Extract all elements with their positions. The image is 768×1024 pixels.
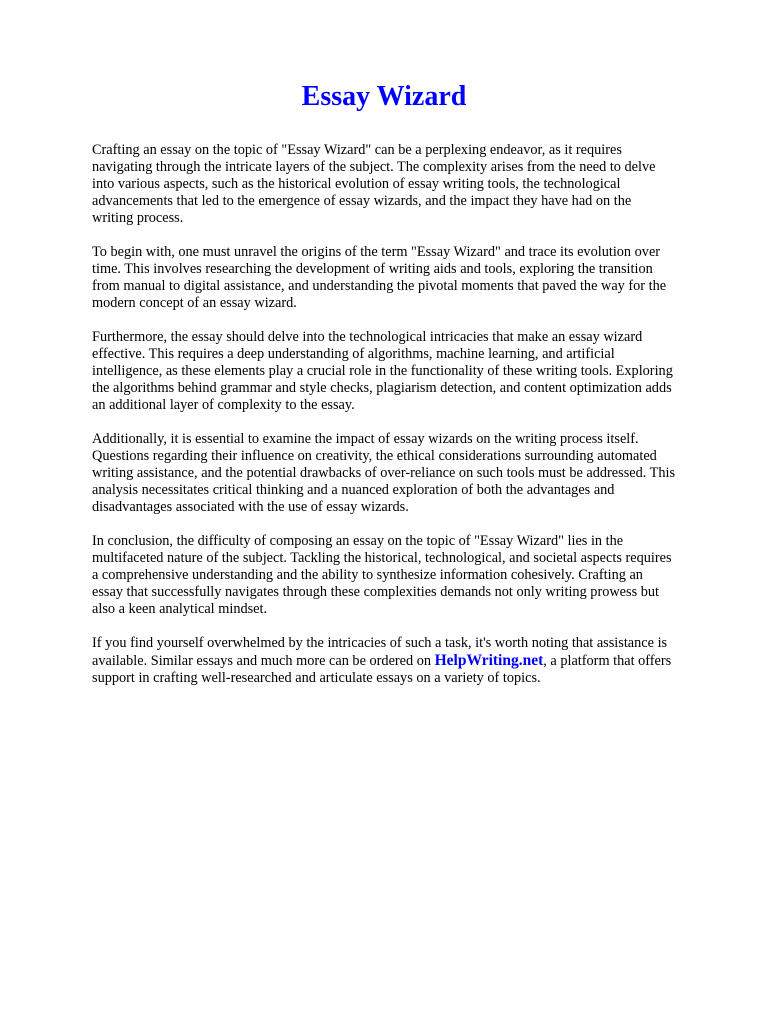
helpwriting-link[interactable]: HelpWriting.net	[434, 652, 544, 669]
paragraph-3: Furthermore, the essay should delve into the technological intricacies that make an essay wizard effective. This requires a deep understanding of algorithms, machine learning, and artificial intelligence, as these elements play a crucial role in the functionality of these writing tools. Exploring the algorithms behind grammar and style checks, plagiarism detection, and content optimization adds an additional layer of complexity to the essay.	[92, 329, 673, 413]
paragraph-6-before-link: If you find yourself overwhelmed by the intricacies of such a task, it's worth noting that assistance is available. Similar essays and much more can be ordered on	[92, 635, 668, 669]
paragraph-6-after-link: , a platform that offers support in crafting well-researched and articulate essays on a variety of topics.	[92, 653, 672, 686]
paragraph-1: Crafting an essay on the topic of "Essay Wizard" can be a perplexing endeavor, as it requires navigating through the intricate layers of the subject. The complexity arises from the need to delve into various aspects, such as the historical evolution of essay writing tools, the technological advancements that led to the emergence of essay wizards, and the impact they have had on the writing process.	[92, 142, 656, 226]
document-title: Essay Wizard	[301, 81, 467, 112]
paragraph-5: In conclusion, the difficulty of composing an essay on the topic of "Essay Wizard" lies in the multifaceted nature of the subject. Tackling the historical, technological, and societal aspects requires a comprehensive understanding and the ability to synthesize information cohesively. Crafting an essay that successfully navigates through these complexities demands not only writing prowess but also a keen analytical mindset.	[92, 533, 672, 617]
document-body	[92, 142, 676, 687]
paragraph-2: To begin with, one must unravel the origins of the term "Essay Wizard" and trace its evolution over time. This involves researching the development of writing aids and tools, exploring the transition from manual to digital assistance, and understanding the pivotal moments that paved the way for the modern concept of an essay wizard.	[92, 244, 667, 311]
paragraph-6	[92, 635, 676, 687]
paragraph-4: Additionally, it is essential to examine the impact of essay wizards on the writing process itself. Questions regarding their influence on creativity, the ethical considerations surrounding automated writing assistance, and the potential drawbacks of over-reliance on such tools must be addressed. This analysis necessitates critical thinking and a nuanced exploration of both the advantages and disadvantages associated with the use of essay wizards.	[92, 431, 676, 515]
